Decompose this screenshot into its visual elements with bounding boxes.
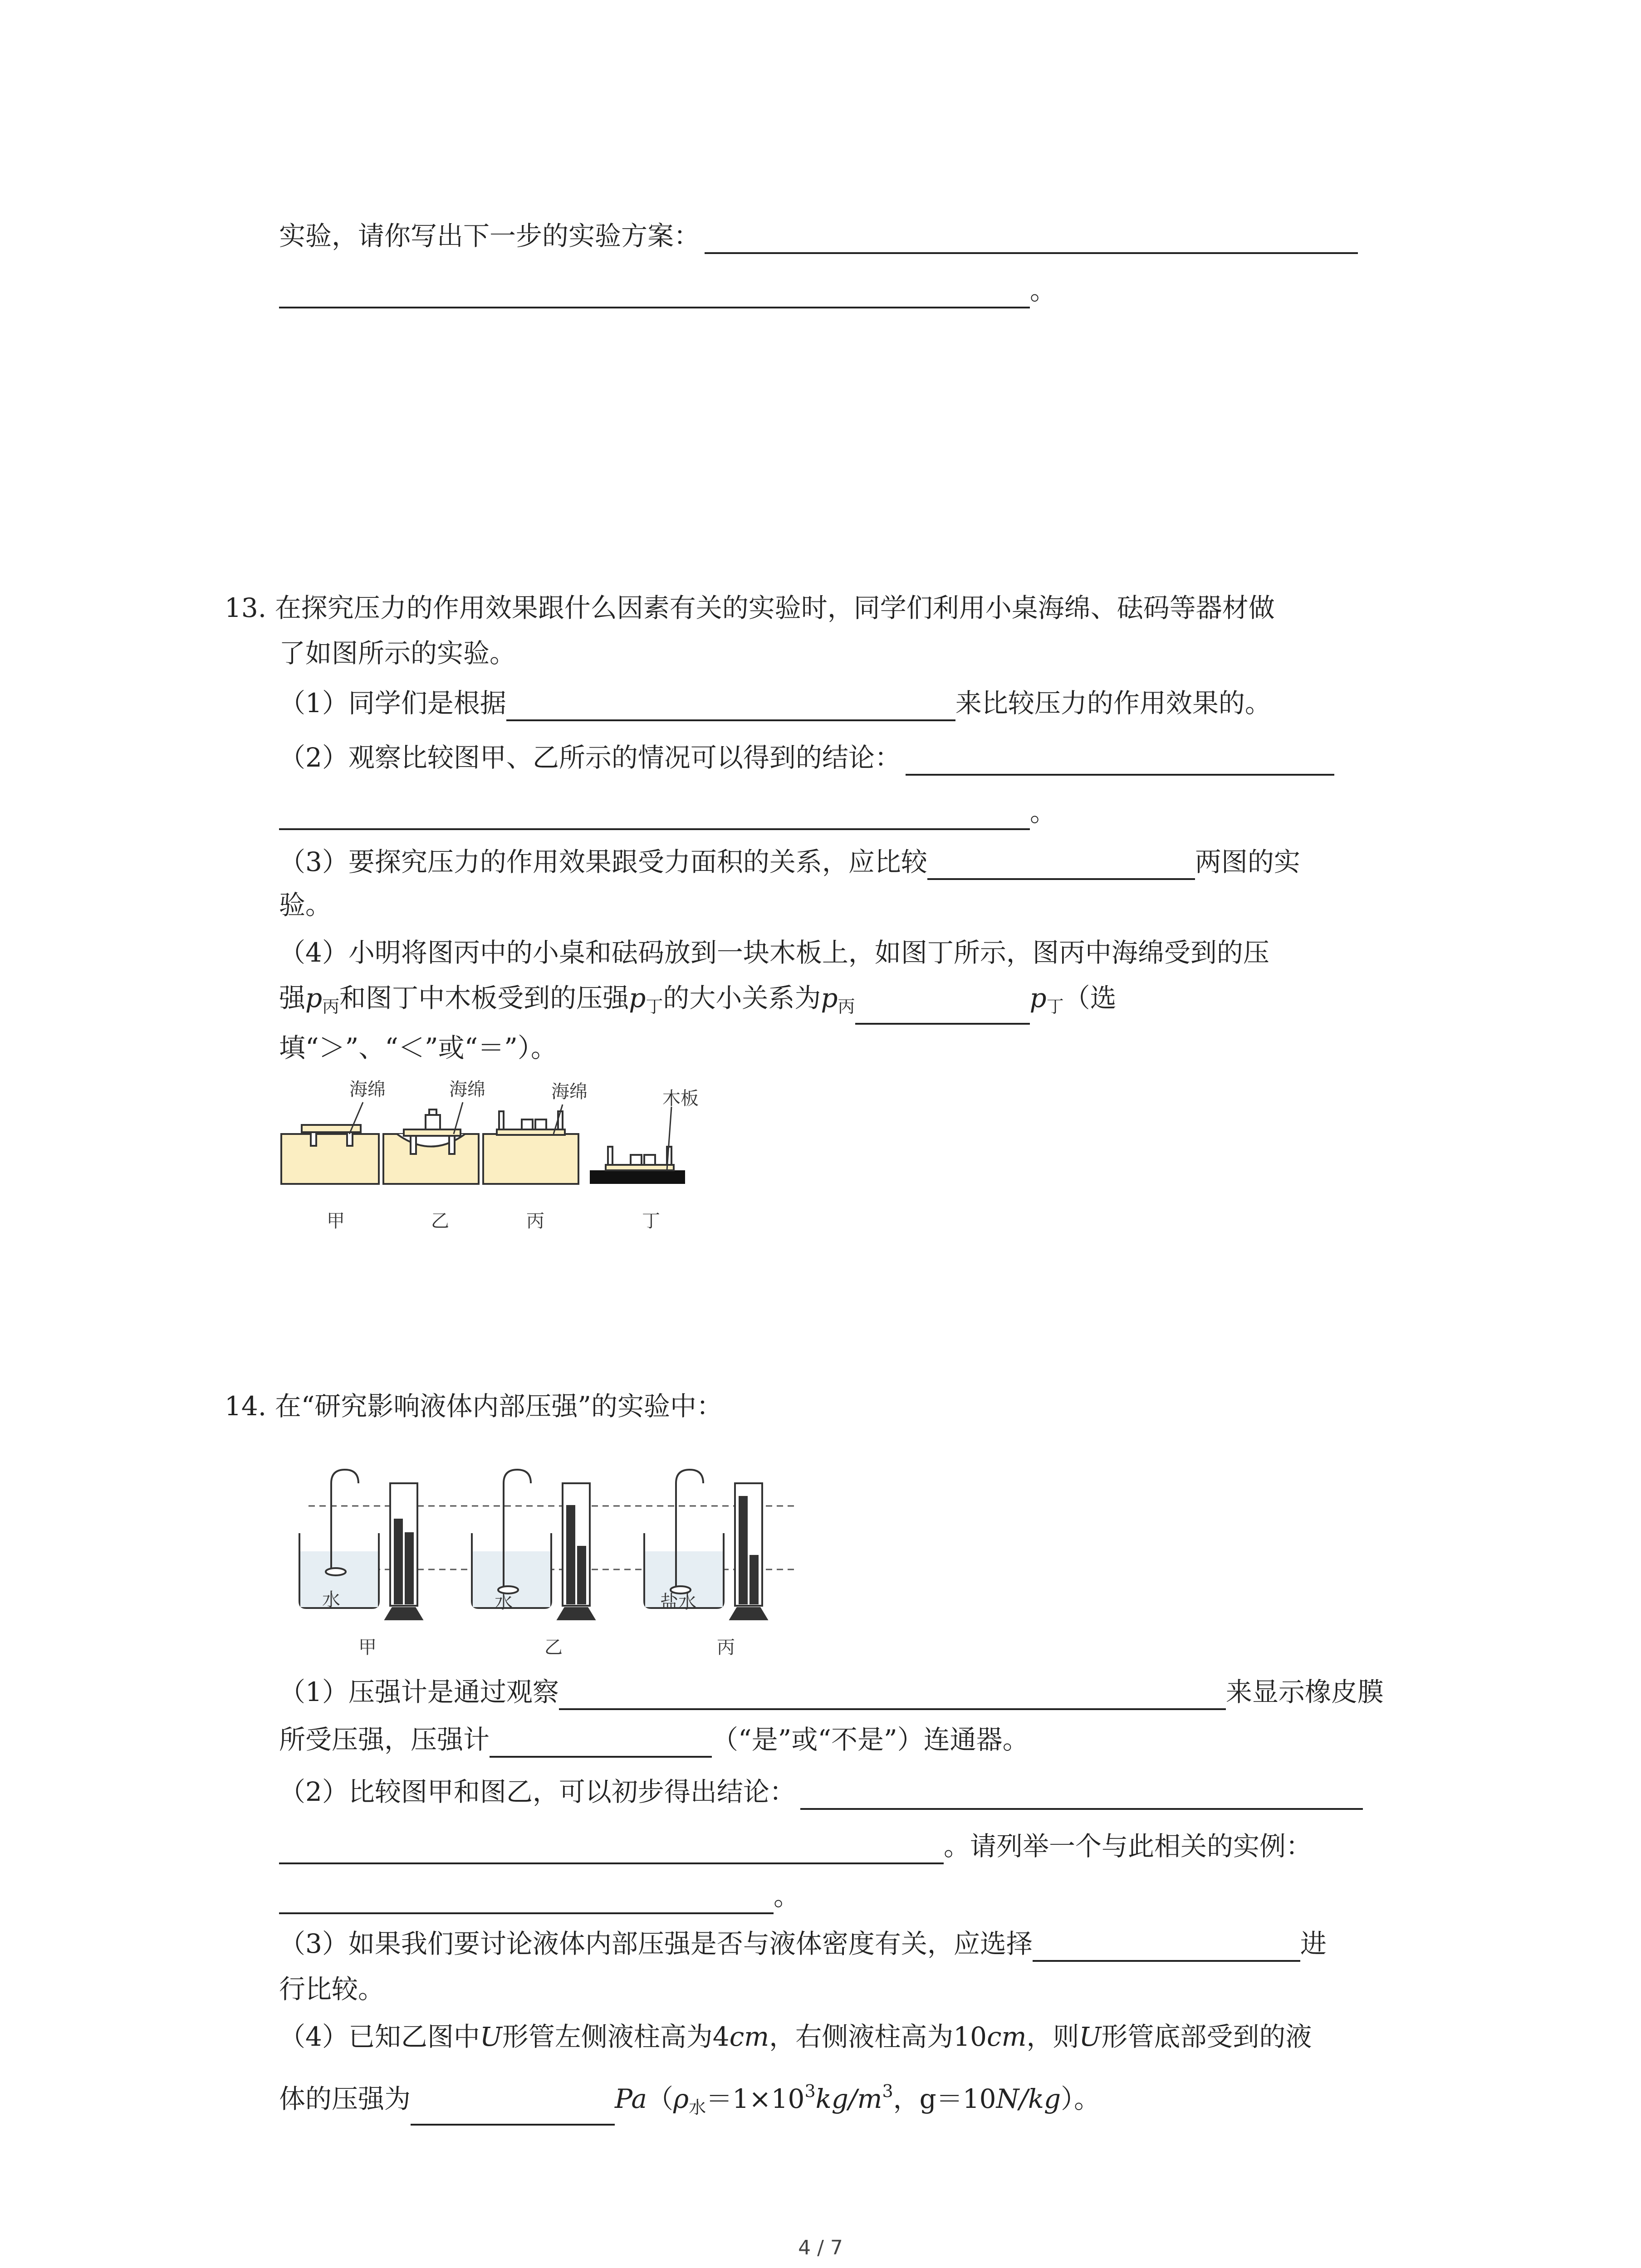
q14-part2-line2: 。请列举一个与此相关的实例：: [279, 1828, 1312, 1864]
fig13-label-jia: 甲: [327, 1211, 345, 1232]
sponge-bing: [483, 1134, 578, 1184]
q13-stem-line2: 了如图所示的实验。: [279, 638, 516, 669]
label-board: 木板: [662, 1088, 699, 1109]
label-salt-water: 盐水: [660, 1592, 696, 1613]
answer-blank[interactable]: [855, 995, 1030, 1025]
label-water-jia: 水: [322, 1589, 340, 1610]
q13-part2: （2）观察比较图甲、乙所示的情况可以得到的结论：: [279, 739, 1334, 776]
q14-part2: （2）比较图甲和图乙，可以初步得出结论：: [279, 1774, 1363, 1810]
fig13-label-bing: 丙: [526, 1211, 544, 1232]
answer-blank[interactable]: [411, 2096, 615, 2126]
fig13-label-ding: 丁: [642, 1211, 660, 1232]
q13-part4-line1: （4）小明将图丙中的小桌和砝码放到一块木板上，如图丁所示，图丙中海绵受到的压: [279, 937, 1269, 968]
q13-stem-line1: 13. 在探究压力的作用效果跟什么因素有关的实验时，同学们利用小桌海绵、砝码等器材做: [225, 592, 1275, 623]
page-number: 4 / 7: [798, 2236, 843, 2259]
answer-blank[interactable]: [279, 1884, 774, 1914]
q13-part1: （1）同学们是根据 来比较压力的作用效果的。: [279, 685, 1271, 721]
fig14-label-jia: 甲: [358, 1637, 377, 1658]
answer-blank[interactable]: [906, 746, 1334, 776]
answer-blank[interactable]: [279, 1834, 944, 1864]
answer-blank[interactable]: [490, 1728, 712, 1758]
q14-part1: （1）压强计是通过观察 来显示橡皮膜: [279, 1674, 1384, 1710]
q13-part3: （3）要探究压力的作用效果跟受力面积的关系，应比较 两图的实: [279, 844, 1300, 880]
board-ding: [590, 1170, 685, 1184]
label-sponge-jia: 海绵: [349, 1079, 386, 1100]
q13-part4-line3: 填“＞”、“＜”或“＝”）。: [279, 1032, 557, 1063]
sponge-jia: [281, 1134, 379, 1184]
q14-figure: [272, 1429, 808, 1633]
top-line2: 。: [279, 272, 1056, 308]
answer-blank[interactable]: [705, 224, 1358, 254]
setup-yi: [472, 1470, 594, 1619]
table-ding: [606, 1147, 674, 1170]
q13-part2-line2: 。: [279, 794, 1056, 830]
q14-part2-line3: 。: [279, 1878, 800, 1914]
label-water-yi: 水: [495, 1592, 513, 1613]
q13-part4-line2: 强$p_丙$和图丁中木板受到的压强$p_丁$的大小关系为$p_丙$ $p_丁$（选: [279, 980, 1117, 1025]
label-sponge-yi: 海绵: [449, 1079, 485, 1100]
q14-part4-line2: 体的压强为 $Pa(\rho_水=1\times 10^3kg/m^3$，g＝10N/kg）。: [279, 2073, 1100, 2126]
q14-part3-line2: 行比较。: [279, 1974, 385, 2004]
q14-part3: （3）如果我们要讨论液体内部压强是否与液体密度有关，应选择 进: [279, 1926, 1327, 1962]
answer-blank[interactable]: [1033, 1932, 1300, 1962]
answer-blank[interactable]: [279, 800, 1030, 830]
fig13-label-yi: 乙: [431, 1211, 449, 1232]
fig14-label-bing: 丙: [717, 1637, 735, 1658]
label-sponge-bing: 海绵: [551, 1081, 588, 1102]
setup-jia: [299, 1470, 422, 1619]
answer-blank[interactable]: [927, 850, 1195, 880]
answer-blank[interactable]: [800, 1780, 1363, 1810]
top-line1: 实验，请你写出下一步的实验方案：: [279, 218, 1358, 254]
q14-part4: （4）已知乙图中U形管左侧液柱高为4cm，右侧液柱高为10cm，则U形管底部受到的液: [279, 2021, 1312, 2052]
answer-blank[interactable]: [279, 279, 1030, 308]
answer-blank[interactable]: [506, 691, 955, 721]
q14-stem: 14. 在“研究影响液体内部压强”的实验中：: [225, 1391, 723, 1422]
q13-part3-line2: 验。: [279, 890, 332, 920]
fig14-label-yi: 乙: [544, 1637, 563, 1658]
answer-blank[interactable]: [559, 1680, 1226, 1710]
q14-part1-line2: 所受压强，压强计 （“是”或“不是”）连通器。: [279, 1721, 1029, 1758]
